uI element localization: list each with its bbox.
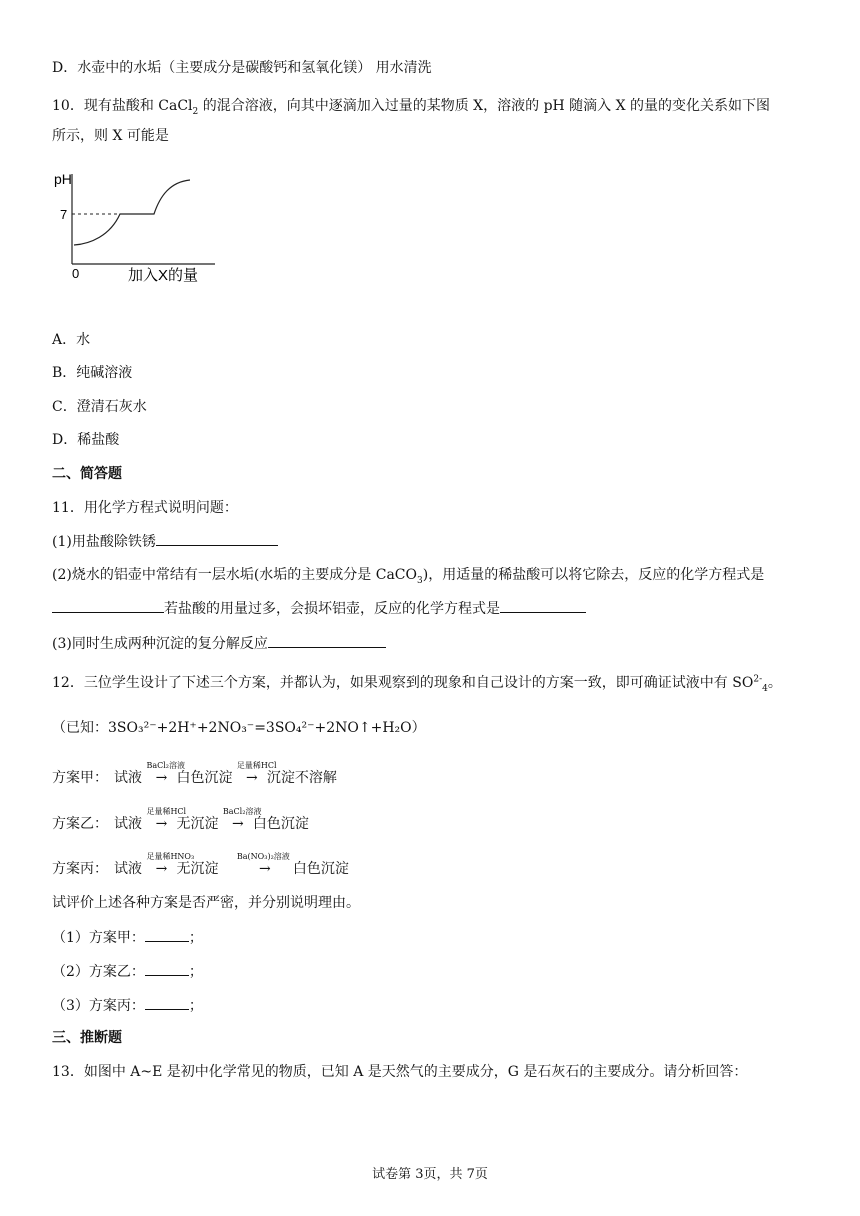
q11-part1-blank[interactable]: [156, 531, 278, 546]
q10-stem-line2: 所示，则 X 可能是: [52, 128, 169, 144]
q12-stem: [52, 673, 782, 693]
q12-answer1-semicolon: ；: [188, 930, 203, 946]
scheme-yi: [52, 807, 309, 834]
q12-answer3-blank[interactable]: [145, 995, 189, 1010]
q10-stem-b: 的混合溶液，向其中逐滴加入过量的某物质 X，溶液的 pH 随滴入 X 的量的变化关系如下图: [198, 98, 771, 114]
scheme-jia-reagent1: BaCl₂溶液: [146, 761, 185, 770]
q12-known-suffix: ）: [411, 720, 426, 736]
ph-curve: [74, 180, 190, 245]
scheme-jia-reagent2: 足量稀HCl: [236, 761, 277, 770]
q12-known-equation: 3SO₃²⁻+2H⁺+2NO₃⁻=3SO₄²⁻+2NO↑+H₂O: [108, 720, 412, 736]
scheme-jia-label: 方案甲：: [52, 770, 108, 786]
q12-stem-sub: 4: [762, 683, 768, 694]
q12-answer2-blank[interactable]: [145, 961, 189, 976]
q12-stem-sup: 2-: [753, 674, 763, 685]
scheme-bing-arrow1: →: [155, 861, 168, 877]
scheme-bing-reagent2: Ba(NO₃)₂溶液: [236, 852, 290, 861]
section3-title: 三、推断题: [52, 1030, 122, 1046]
q12-answer1-label: （1）方案甲：: [52, 930, 145, 946]
x-axis-label: 加入X的量: [128, 267, 199, 284]
q12-answer3: [52, 995, 203, 1016]
q12-stem-text: 12．三位学生设计了下述三个方案，并都认为，如果观察到的现象和自己设计的方案一致，即可确证试液中有 SO: [52, 675, 754, 691]
scheme-jia-arrow2: →: [246, 770, 258, 786]
scheme-yi-arrow1: →: [155, 816, 168, 832]
ph-graph: [50, 166, 220, 286]
q11-part2-line2: [52, 598, 586, 619]
q12-answer2-semicolon: ；: [188, 964, 203, 980]
page-footer: 试卷第 3页，共 7页: [372, 1167, 488, 1182]
scheme-jia-s0: 试液: [114, 770, 142, 786]
q11-part2-blank1[interactable]: [52, 598, 164, 613]
scheme-yi-reagent1: 足量稀HCl: [146, 807, 187, 816]
scheme-jia-s2: 沉淀不溶解: [266, 770, 337, 786]
q12-evaluate: 试评价上述各种方案是否严密，并分别说明理由。: [52, 895, 360, 911]
q10-stem-sub: 2: [192, 106, 199, 117]
origin-label: 0: [72, 266, 80, 281]
q10-stem-a: 10．现有盐酸和 CaCl: [52, 98, 193, 114]
scheme-jia-s1: 白色沉淀: [176, 770, 233, 786]
scheme-bing-arrow2: →: [259, 861, 271, 877]
q11-part3-text: (3)同时生成两种沉淀的复分解反应: [52, 636, 268, 652]
scheme-bing-s0: 试液: [114, 861, 142, 877]
scheme-bing: [52, 852, 349, 879]
q11-part2-b: )，用适量的稀盐酸可以将它除去，反应的化学方程式是: [422, 567, 765, 583]
scheme-jia-arrow1: →: [155, 770, 168, 786]
scheme-yi-s2: 白色沉淀: [252, 816, 309, 832]
scheme-yi-reagent2: BaCl₂溶液: [222, 807, 262, 816]
q11-stem: 11．用化学方程式说明问题：: [52, 500, 238, 516]
q10-option-a: A．水: [52, 332, 91, 348]
q13-stem: 13．如图中 A~E 是初中化学常见的物质，已知 A 是天然气的主要成分，G 是石灰石的主要成分。请分析回答：: [52, 1064, 748, 1080]
scheme-yi-label: 方案乙：: [52, 816, 108, 832]
q12-known: [52, 718, 426, 738]
q10-option-d: D．稀盐酸: [52, 432, 120, 448]
scheme-jia: [52, 761, 337, 788]
q12-known-prefix: （已知：: [52, 720, 108, 736]
q9-option-d: D．水壶中的水垢（主要成分是碳酸钙和氢氧化镁） 用水清洗: [52, 60, 432, 76]
q10-stem-line1: [52, 96, 770, 116]
q12-answer1-blank[interactable]: [145, 927, 189, 942]
q11-part2-line2-text: 若盐酸的用量过多，会损坏铝壶，反应的化学方程式是: [164, 601, 500, 617]
scheme-bing-label: 方案丙：: [52, 861, 108, 877]
scheme-bing-s1: 无沉淀: [176, 861, 219, 877]
q11-part3: [52, 633, 386, 654]
scheme-yi-arrow2: →: [232, 816, 244, 832]
q12-answer1: [52, 927, 203, 948]
q11-part1-text: (1)用盐酸除铁锈: [52, 534, 156, 550]
section2-title: 二、简答题: [52, 466, 122, 482]
scheme-bing-s2: 白色沉淀: [292, 861, 349, 877]
q11-part3-blank[interactable]: [268, 633, 386, 648]
q10-option-b: B．纯碱溶液: [52, 365, 133, 381]
scheme-yi-s0: 试液: [114, 816, 142, 832]
q12-answer2-label: （2）方案乙：: [52, 964, 145, 980]
q11-part2-a: (2)烧水的铝壶中常结有一层水垢(水垢的主要成分是 CaCO: [52, 567, 417, 583]
q11-part2-line1: [52, 565, 764, 585]
q10-option-c: C．澄清石灰水: [52, 399, 147, 415]
q11-part1: [52, 531, 278, 552]
q12-answer3-semicolon: ；: [188, 998, 203, 1014]
y-tick-7: 7: [60, 207, 68, 222]
q11-part2-sub: 3: [417, 575, 423, 586]
scheme-yi-s1: 无沉淀: [176, 816, 219, 832]
q12-stem-end: 。: [767, 675, 782, 691]
y-axis-label: pH: [54, 171, 72, 187]
q12-answer2: [52, 961, 203, 982]
q11-part2-blank2[interactable]: [500, 598, 586, 613]
q12-answer3-label: （3）方案丙：: [52, 998, 145, 1014]
scheme-bing-reagent1: 足量稀HNO₃: [146, 852, 195, 861]
